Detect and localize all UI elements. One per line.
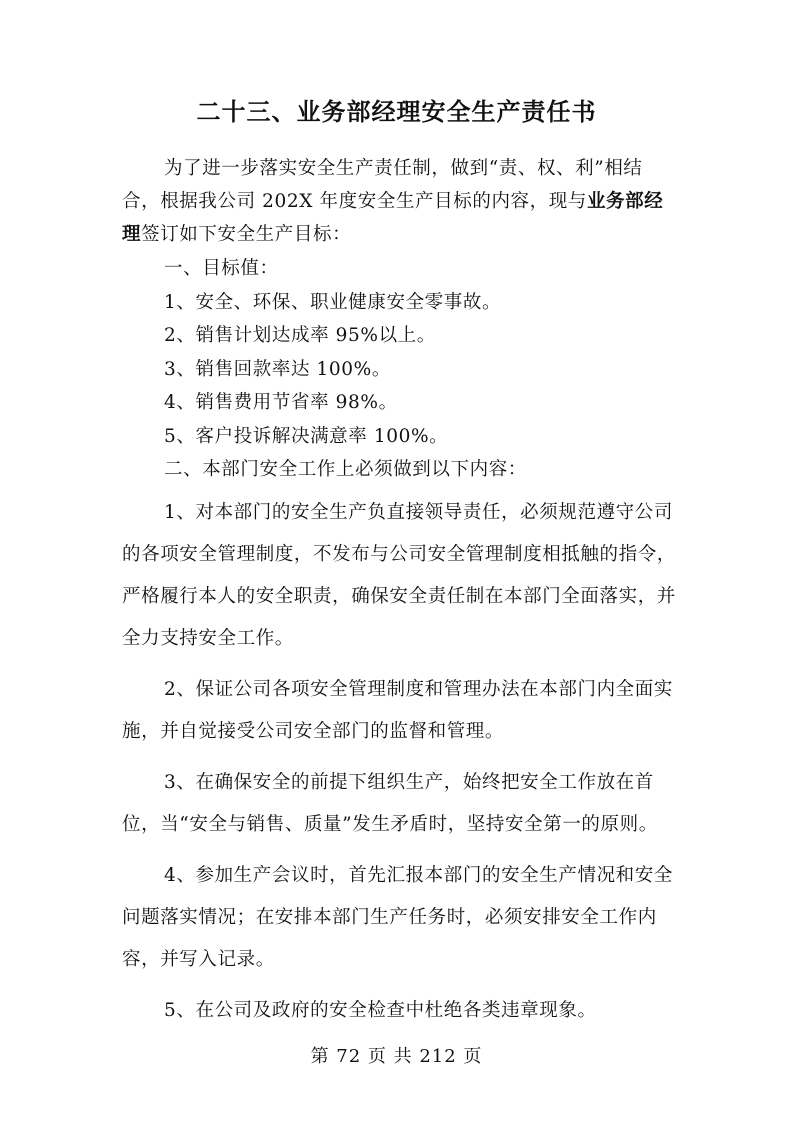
targets-section [122,252,677,487]
duty-paragraph: 1、对本部门的安全生产负直接领导责任，必须规范遵守公司的各项安全管理制度，不发布与公司安全管理制度相抵触的指令，严格履行本人的安全职责，确保安全责任制在本部门全面落实，并全力支持安全工作。 [122,502,676,649]
target-item: 2、销售计划达成率 95%以上。 [164,325,436,346]
page-number-footer: 第 72 页 共 212 页 [310,1046,483,1067]
intro-text-part1: 为了进一步落实安全生产责任制，做到“责、权、利”相结合，根据我公司 202X 年度安全生产目标的内容，现与 [122,158,643,212]
section-heading-duties: 二、本部门安全工作上必须做到以下内容： [164,459,527,480]
document-title: 二十三、业务部经理安全生产责任书 [196,98,597,126]
duty-paragraph: 4、参加生产会议时，首先汇报本部门的安全生产情况和安全问题落实情况；在安排本部门生产任务时，必须安排安全工作内容，并写入记录。 [122,865,673,970]
duty-paragraph: 2、保证公司各项安全管理制度和管理办法在本部门内全面实施，并自觉接受公司安全部门的监督和管理。 [122,679,673,742]
intro-bold-role: 业务部经理 [122,191,664,245]
duty-paragraph: 3、在确保安全的前提下组织生产，始终把安全工作放在首位，当“安全与销售、质量”发生矛盾时，坚持安全第一的原则。 [122,772,658,835]
target-item: 3、销售回款率达 100%。 [164,358,391,380]
target-item: 1、安全、环保、职业健康安全零事故。 [164,291,502,313]
intro-paragraph [122,152,677,251]
duties-section [122,492,677,1041]
intro-text-part2: 签订如下安全生产目标： [141,224,352,245]
duty-paragraph: 5、在公司及政府的安全检查中杜绝各类违章现象。 [164,1000,597,1021]
target-item: 4、销售费用节省率 98%。 [164,392,398,413]
target-item: 5、客户投诉解决满意率 100%。 [164,425,449,447]
section-heading-targets: 一、目标值： [164,258,279,279]
